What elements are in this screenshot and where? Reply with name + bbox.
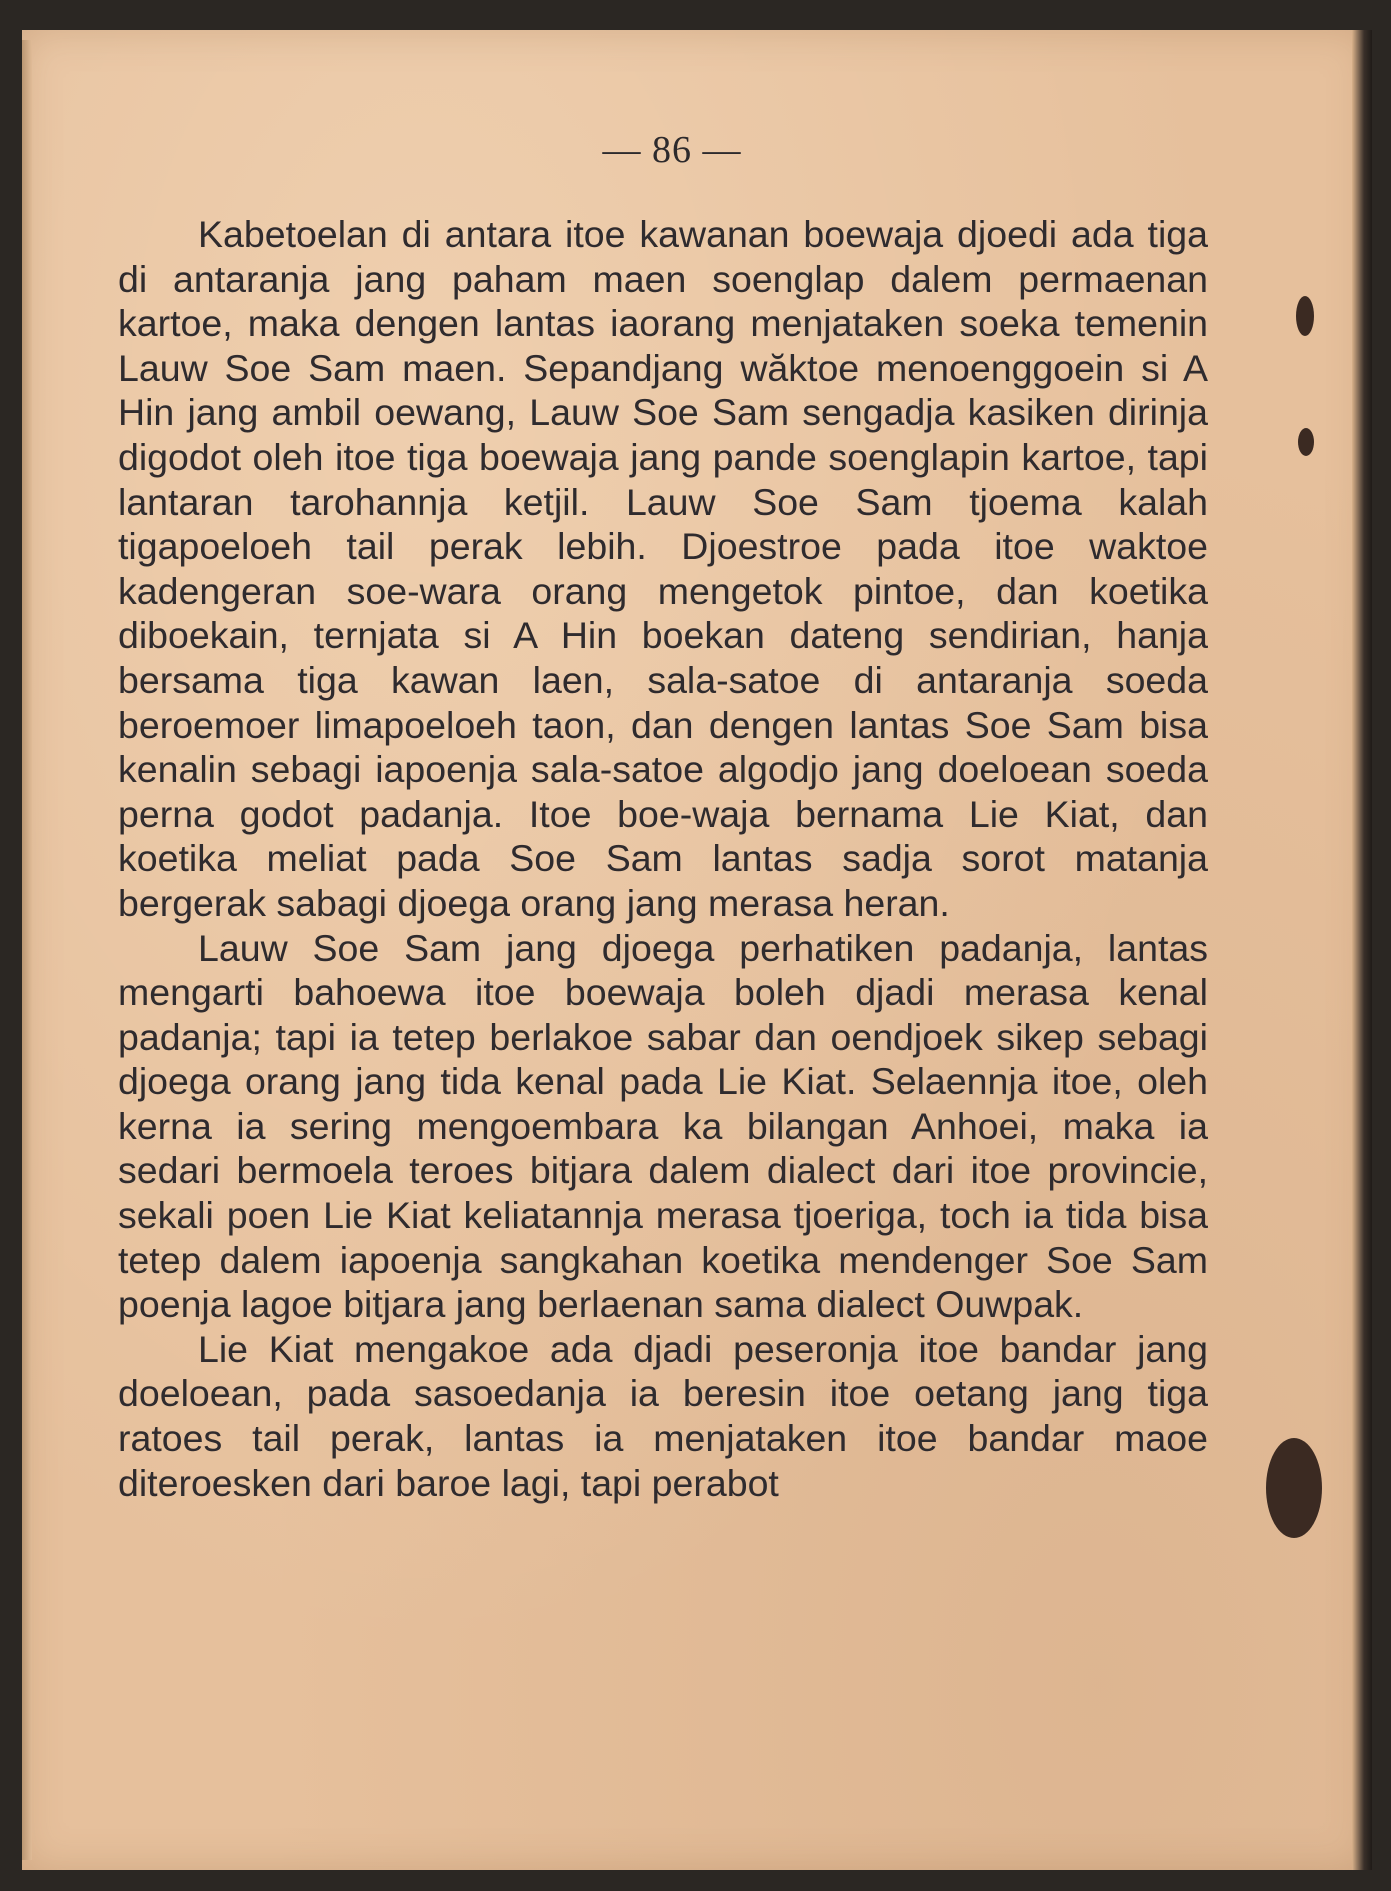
paragraph-2: Lauw Soe Sam jang djoega perhatiken padanja, lantas mengarti bahoewa itoe boewaja boleh djadi merasa kenal padanja; tapi ia tetep berlakoe sabar dan oendjoek sikep sebagi djoega orang jang tida kenal pada Lie Kiat. Selaennja itoe, oleh kerna ia sering mengoembara ka bilangan Anhoei, maka ia sedari bermoela teroes bitjara dalem dialect dari itoe provincie, sekali poen Lie Kiat keliatannja merasa tjoeriga, toch ia tida bisa tetep dalem iapoenja sangkahan koetika mendenger Soe Sam poenja lagoe bitjara jang berlaenan sama dialect Ouwpak. <box>118 926 1208 1326</box>
ink-stain <box>1266 1438 1322 1538</box>
body-text <box>118 212 1208 1505</box>
page-number: — 86 — <box>602 129 742 171</box>
paragraph-1: Kabetoelan di antara itoe kawanan boewaja djoedi ada tiga di antaranja jang paham maen soenglap dalem permaenan kartoe, maka dengen lantas iaorang menjataken soeka temenin Lauw Soe Sam maen. Sepandjang wăktoe menoenggoein si A Hin jang ambil oewang, Lauw Soe Sam sengadja kasiken dirinja digodot oleh itoe tiga boewaja jang pande soenglapin kartoe, tapi lantaran tarohannja ketjil. Lauw Soe Sam tjoema kalah tigapoeloeh tail perak lebih. Djoestroe pada itoe waktoe kadengeran soe-wara orang mengetok pintoe, dan koetika diboekain, ternjata si A Hin boekan dateng sendirian, hanja bersama tiga kawan laen, sala-satoe di antaranja soeda beroemoer limapoeloeh taon, dan dengen lantas Soe Sam bisa kenalin sebagi iapoenja sala-satoe algodjo jang doeloean soeda perna godot padanja. Itoe boe-waja bernama Lie Kiat, dan koetika meliat pada Soe Sam lantas sadja sorot matanja bergerak sabagi djoega orang jang merasa heran. <box>118 213 1208 924</box>
book-gutter <box>1352 30 1372 1870</box>
ink-stain <box>1298 428 1314 456</box>
ink-stain <box>1296 296 1314 336</box>
book-page <box>22 30 1367 1870</box>
page-edge <box>22 40 32 1860</box>
paragraph-3: Lie Kiat mengakoe ada djadi peseronja itoe bandar jang doeloean, pada sasoedanja ia beresin itoe oetang jang tiga ratoes tail perak, lantas ia menjataken itoe bandar maoe diteroesken dari baroe lagi, tapi perabot <box>118 1327 1208 1504</box>
